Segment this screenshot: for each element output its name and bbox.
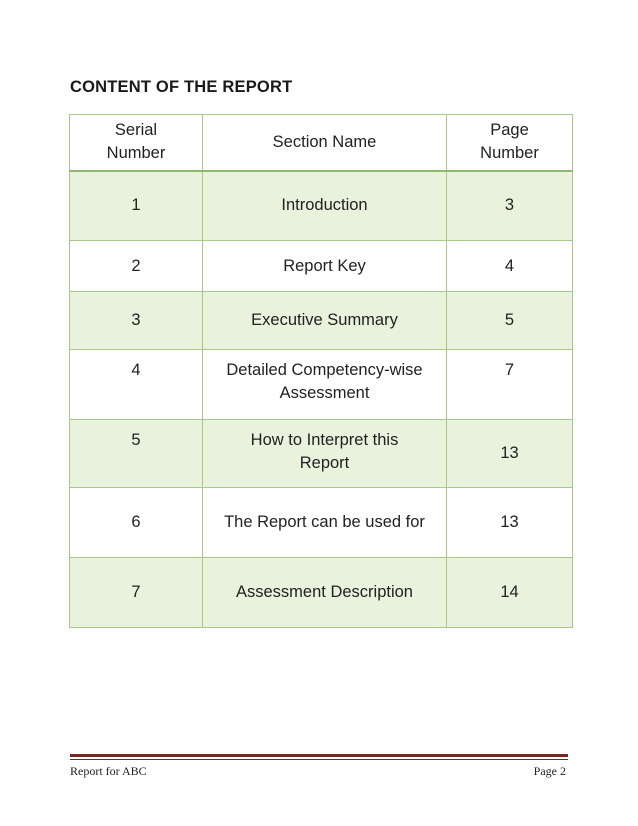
serial-cell: 3 — [70, 292, 203, 350]
serial-cell: 1 — [70, 171, 203, 241]
section-cell — [203, 350, 447, 420]
serial-header-line2: Number — [106, 144, 166, 163]
section-cell: Executive Summary — [203, 292, 447, 350]
serial-cell: 2 — [70, 241, 203, 292]
table-row — [70, 488, 573, 558]
section-name-header: Section Name — [203, 115, 447, 171]
page-cell: 7 — [447, 350, 573, 420]
page-header-line2: Number — [480, 144, 539, 163]
table-header-row — [70, 115, 573, 171]
page-cell: 14 — [447, 558, 573, 628]
section-cell: Introduction — [203, 171, 447, 241]
serial-cell: 4 — [70, 350, 203, 420]
footer-rule-thick — [70, 754, 568, 757]
table-row — [70, 292, 573, 350]
footer-page-number: Page 2 — [533, 764, 566, 778]
footer-report-name: Report for ABC — [70, 764, 147, 778]
serial-header-line1: Serial — [114, 121, 158, 140]
report-content-heading: CONTENT OF THE REPORT — [70, 78, 293, 96]
table-row — [70, 558, 573, 628]
footer-rule-thin — [70, 759, 568, 760]
contents-table — [69, 114, 573, 628]
section-line1: Detailed Competency-wise — [226, 361, 423, 379]
section-line2: Assessment — [279, 384, 370, 402]
page-cell: 4 — [447, 241, 573, 292]
page-cell: 3 — [447, 171, 573, 241]
section-line1: How to Interpret this — [250, 431, 399, 449]
table-row — [70, 420, 573, 488]
page-cell: 13 — [447, 420, 573, 488]
page-cell: 5 — [447, 292, 573, 350]
table-row — [70, 350, 573, 420]
serial-cell: 7 — [70, 558, 203, 628]
page-header-line1: Page — [490, 121, 529, 140]
section-line2: Report — [299, 454, 350, 472]
page-number-header — [447, 115, 573, 171]
serial-cell: 5 — [70, 420, 203, 488]
section-cell: The Report can be used for — [203, 488, 447, 558]
table-row — [70, 171, 573, 241]
section-cell — [203, 420, 447, 488]
table-row — [70, 241, 573, 292]
serial-number-header — [70, 115, 203, 171]
section-cell: Assessment Description — [203, 558, 447, 628]
section-cell: Report Key — [203, 241, 447, 292]
page-cell: 13 — [447, 488, 573, 558]
serial-cell: 6 — [70, 488, 203, 558]
